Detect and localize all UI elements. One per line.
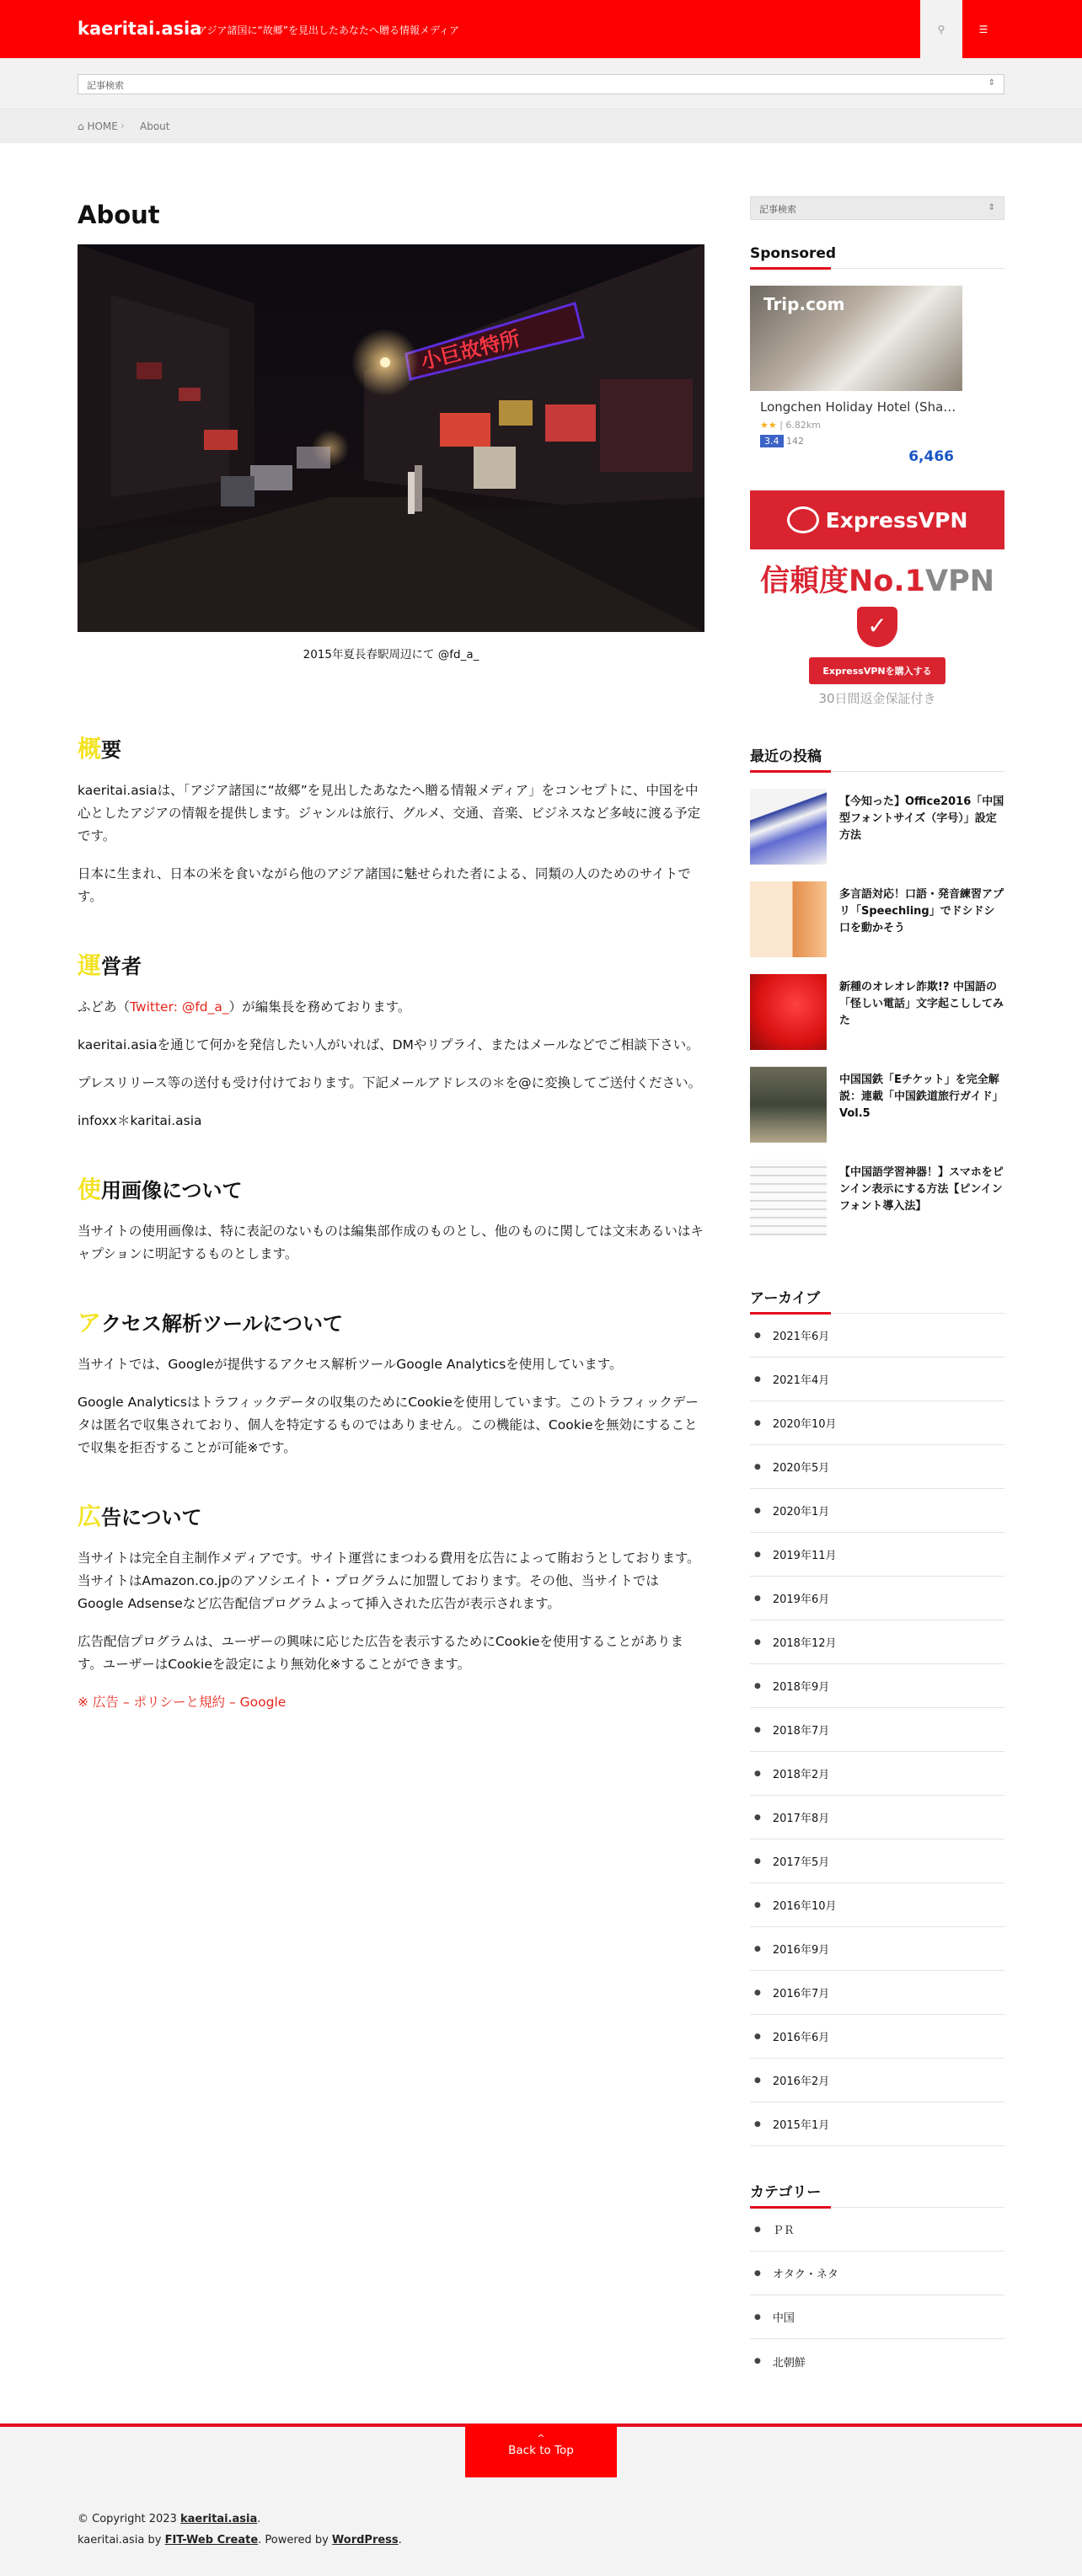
bullet-icon: ● bbox=[754, 1593, 761, 1603]
header-search-bar bbox=[0, 58, 1082, 109]
footer-creator-link[interactable]: FIT-Web Create bbox=[164, 2534, 259, 2547]
bullet-icon: ● bbox=[754, 1506, 761, 1515]
recent-post-title: 【今知った】Office2016「中国型フォントサイズ（字号）」設定方法 bbox=[839, 795, 1004, 842]
sponsored-ad-vpn[interactable] bbox=[750, 490, 1004, 706]
archive-item[interactable]: ● 2020年5月 bbox=[750, 1445, 1004, 1489]
paragraph: Google Analyticsはトラフィックデータの収集のためにCookieを使用しています。このトラフィックデータは匿名で収集されており、個人を特定するものではありません。この機能は、Cookieを無効にすることで収集を拒否することが可能※です。 bbox=[78, 1395, 699, 1455]
chevron-down-icon: ⇕ bbox=[988, 78, 995, 88]
recent-post[interactable] bbox=[750, 974, 1004, 1050]
widget-title-recent: 最近の投稿 bbox=[750, 744, 1004, 772]
bullet-icon: ● bbox=[754, 1725, 761, 1734]
breadcrumb bbox=[0, 109, 1082, 143]
archive-item[interactable]: ● 2016年6月 bbox=[750, 2015, 1004, 2059]
paragraph: kaeritai.asiaを通じて何かを発信したい人がいれば、DMやリプライ、またはメールなどでご相談下さい。 bbox=[78, 1037, 699, 1052]
bullet-icon: ● bbox=[754, 2032, 761, 2041]
recent-posts-list bbox=[750, 789, 1004, 1235]
bullet-icon: ● bbox=[754, 1681, 761, 1690]
archive-item[interactable]: ● 2016年7月 bbox=[750, 1971, 1004, 2015]
archive-item[interactable]: ● 2016年2月 bbox=[750, 2059, 1004, 2102]
section-heading-overview: 概要 bbox=[78, 735, 122, 763]
featured-photo bbox=[78, 244, 704, 632]
archive-item[interactable]: ● 2018年12月 bbox=[750, 1620, 1004, 1664]
archive-item[interactable]: ● 2018年7月 bbox=[750, 1708, 1004, 1752]
recent-post-title: 新種のオレオレ詐欺!? 中国語の「怪しい電話」文字起こししてみた bbox=[839, 981, 1004, 1027]
star-icon: ★★ bbox=[760, 420, 777, 431]
menu-icon: ☰ bbox=[978, 23, 988, 35]
widget-title-sponsored: Sponsored bbox=[750, 245, 1004, 269]
archive-item[interactable]: ● 2015年1月 bbox=[750, 2102, 1004, 2146]
expressvpn-logo-icon bbox=[787, 506, 819, 533]
sponsored-ad-hotel[interactable] bbox=[750, 286, 962, 475]
paragraph: 日本に生まれ、日本の米を食いながら他のアジア諸国に魅せられた者による、同類の人のためのサイトです。 bbox=[78, 866, 691, 904]
section-heading-ads: 広告について bbox=[78, 1502, 202, 1530]
bullet-icon: ● bbox=[754, 2312, 761, 2322]
paragraph: ふどあ（Twitter: @fd_a_）が編集長を務めております。 bbox=[78, 999, 411, 1015]
bullet-icon: ● bbox=[754, 1462, 761, 1471]
menu-toggle-button[interactable] bbox=[962, 0, 1004, 58]
bullet-icon: ● bbox=[754, 2119, 761, 2129]
recent-post[interactable] bbox=[750, 789, 1004, 865]
breadcrumb-current: About bbox=[140, 120, 170, 132]
archive-item[interactable]: ● 2019年11月 bbox=[750, 1533, 1004, 1577]
widget-title-archive: アーカイブ bbox=[750, 1286, 1004, 1314]
bullet-icon: ● bbox=[754, 1418, 761, 1427]
google-policy-link[interactable]: ※ 広告 – ポリシーと規約 – Google bbox=[78, 1695, 287, 1710]
post-thumbnail bbox=[750, 881, 827, 957]
recent-post-title: 多言語対応！口語・発音練習アプリ「Speechling」でドシドシ口を動かそう bbox=[839, 888, 1004, 935]
bullet-icon: ● bbox=[754, 1769, 761, 1778]
sidebar-search-input[interactable]: 記事検索 ⇕ bbox=[750, 196, 1004, 220]
home-icon: ⌂ bbox=[78, 120, 88, 132]
category-item[interactable]: ● 中国 bbox=[750, 2295, 1004, 2339]
paragraph: kaeritai.asiaは、「アジア諸国に“故郷”を見出したあなたへ贈る情報メディア」をコンセプトに、中国を中心としたアジアの情報を提供します。ジャンルは旅行、グルメ、交通、音楽、ビジネスなど多岐に渡る予定です。 bbox=[78, 783, 701, 843]
recent-post[interactable] bbox=[750, 1067, 1004, 1143]
vpn-headline: 信頼度No.1VPN bbox=[759, 565, 995, 598]
archive-item[interactable]: ● 2021年6月 bbox=[750, 1314, 1004, 1358]
chevron-up-icon: ^ bbox=[537, 2433, 545, 2444]
bullet-icon: ● bbox=[754, 2075, 761, 2085]
hotel-score: 3.4 142 bbox=[760, 436, 962, 447]
post-thumbnail bbox=[750, 1159, 827, 1235]
vpn-buy-button[interactable]: ExpressVPNを購入する bbox=[809, 657, 945, 684]
vpn-guarantee: 30日間返金保証付き bbox=[818, 691, 936, 706]
bullet-icon: ● bbox=[754, 1374, 761, 1384]
archive-item[interactable]: ● 2018年2月 bbox=[750, 1752, 1004, 1796]
night-street-image bbox=[78, 244, 704, 632]
category-item[interactable]: ● ＰＲ bbox=[750, 2208, 1004, 2252]
search-icon: ⚲ bbox=[937, 23, 945, 35]
footer-wordpress-link[interactable]: WordPress bbox=[331, 2534, 399, 2547]
post-thumbnail bbox=[750, 789, 827, 865]
hotel-name: Longchen Holiday Hotel (Sha… bbox=[760, 399, 956, 415]
section-heading-analytics: アクセス解析ツールについて bbox=[78, 1309, 344, 1336]
header-search-input[interactable]: 記事検索 ⇕ bbox=[78, 74, 1004, 94]
hotel-rating: ★★ | 6.82km bbox=[760, 420, 822, 431]
photo-caption: 2015年夏長春駅周辺にて @fd_a_ bbox=[303, 648, 479, 661]
bullet-icon: ● bbox=[754, 2225, 761, 2234]
paragraph: 当サイトは完全自主制作メディアです。サイト運営にまつわる費用を広告によって賄おうとしております。当サイトはAmazon.co.jpのアソシエイト・プログラムに加盟しております。その他、当サイトではGoogle Adsenseなど広告配信プログラムよって挿入された広告が表示されます。 bbox=[78, 1550, 700, 1611]
paragraph: プレスリリース等の送付も受け付けております。下記メールアドレスの＊を@に変換してご送付ください。 bbox=[78, 1075, 702, 1090]
hotel-room-image bbox=[750, 286, 962, 391]
archive-item[interactable]: ● 2020年10月 bbox=[750, 1401, 1004, 1445]
hotel-price: 6,466 bbox=[908, 448, 954, 465]
post-thumbnail bbox=[750, 1067, 827, 1143]
recent-post-title: 中国国鉄「Eチケット」を完全解説：連載「中国鉄道旅行ガイド」Vol.5 bbox=[839, 1074, 1004, 1120]
search-toggle-button[interactable] bbox=[920, 0, 962, 58]
bullet-icon: ● bbox=[754, 1550, 761, 1559]
archive-item[interactable]: ● 2017年5月 bbox=[750, 1840, 1004, 1883]
paragraph: 広告配信プログラムは、ユーザーの興味に応じた広告を表示するためにCookieを使用することがあります。ユーザーはCookieを設定により無効化※することができます。 bbox=[78, 1634, 683, 1672]
archive-list bbox=[750, 1314, 1004, 2146]
archive-item[interactable]: ● 2020年1月 bbox=[750, 1489, 1004, 1533]
archive-item[interactable]: ● 2017年8月 bbox=[750, 1796, 1004, 1840]
archive-item[interactable]: ● 2021年4月 bbox=[750, 1358, 1004, 1401]
site-tagline: アジア諸国に“故郷”を見出したあなたへ贈る情報メディア bbox=[197, 24, 459, 36]
category-item[interactable]: ● 北朝鮮 bbox=[754, 2356, 806, 2370]
bullet-icon: ● bbox=[754, 2357, 761, 2365]
chevron-down-icon: ⇕ bbox=[988, 203, 995, 212]
post-thumbnail bbox=[750, 974, 827, 1050]
widget-title-category: カテゴリー bbox=[750, 2180, 1004, 2208]
paragraph: 当サイトの使用画像は、特に表記のないものは編集部作成のものとし、他のものに関しては文末あるいはキャプションに明記するものとします。 bbox=[78, 1224, 704, 1261]
recent-post[interactable] bbox=[750, 881, 1004, 957]
photo-neon-sign: 小巨故特所 bbox=[418, 326, 522, 374]
back-to-top-button[interactable]: ^ Back to Top bbox=[465, 2424, 617, 2477]
contact-email: infoxx＊karitai.asia bbox=[78, 1113, 202, 1128]
site-logo[interactable]: kaeritai.asia bbox=[78, 19, 202, 39]
recent-post[interactable] bbox=[750, 1159, 1004, 1235]
breadcrumb-separator-icon: › bbox=[121, 120, 125, 131]
bullet-icon: ● bbox=[754, 1944, 761, 1953]
archive-item[interactable]: ● 2016年10月 bbox=[750, 1883, 1004, 1927]
recent-post-title: 【中国語学習神器！】スマホをピンイン表示にする方法【ピンインフォント導入法】 bbox=[839, 1166, 1004, 1213]
section-heading-operator: 運営者 bbox=[78, 951, 142, 979]
site-header bbox=[0, 0, 1082, 58]
footer-site-link[interactable]: kaeritai.asia bbox=[180, 2513, 258, 2525]
vpn-logo: ExpressVPN bbox=[750, 490, 1004, 549]
bullet-icon: ● bbox=[754, 1856, 761, 1866]
bullet-icon: ● bbox=[754, 1331, 761, 1340]
section-heading-images: 使用画像について bbox=[78, 1176, 243, 1203]
breadcrumb-home[interactable]: ⌂ HOME bbox=[78, 120, 118, 132]
category-item[interactable]: ● オタク・ネタ bbox=[750, 2252, 1004, 2295]
archive-item[interactable]: ● 2016年9月 bbox=[750, 1927, 1004, 1971]
bullet-icon: ● bbox=[754, 1900, 761, 1909]
category-list bbox=[750, 2208, 1004, 2383]
page-title: About bbox=[78, 201, 160, 229]
bullet-icon: ● bbox=[754, 1813, 761, 1822]
bullet-icon: ● bbox=[754, 2268, 761, 2278]
archive-item[interactable]: ● 2019年6月 bbox=[750, 1577, 1004, 1620]
trip-logo: Trip.com bbox=[763, 294, 845, 314]
archive-item[interactable]: ● 2018年9月 bbox=[750, 1664, 1004, 1708]
sidebar bbox=[750, 196, 1004, 2383]
main-content bbox=[78, 201, 704, 1729]
bullet-icon: ● bbox=[754, 1637, 761, 1647]
twitter-link[interactable]: Twitter: @fd_a_ bbox=[130, 999, 229, 1015]
bullet-icon: ● bbox=[754, 1988, 761, 1997]
copyright: © Copyright 2023 kaeritai.asia. kaeritai.asia by FIT-Web Create. Powered by WordPress. bbox=[78, 2513, 402, 2547]
paragraph: 当サイトでは、Googleが提供するアクセス解析ツールGoogle Analyticsを使用しています。 bbox=[78, 1357, 623, 1372]
shield-check-icon: ✓ bbox=[857, 607, 897, 647]
